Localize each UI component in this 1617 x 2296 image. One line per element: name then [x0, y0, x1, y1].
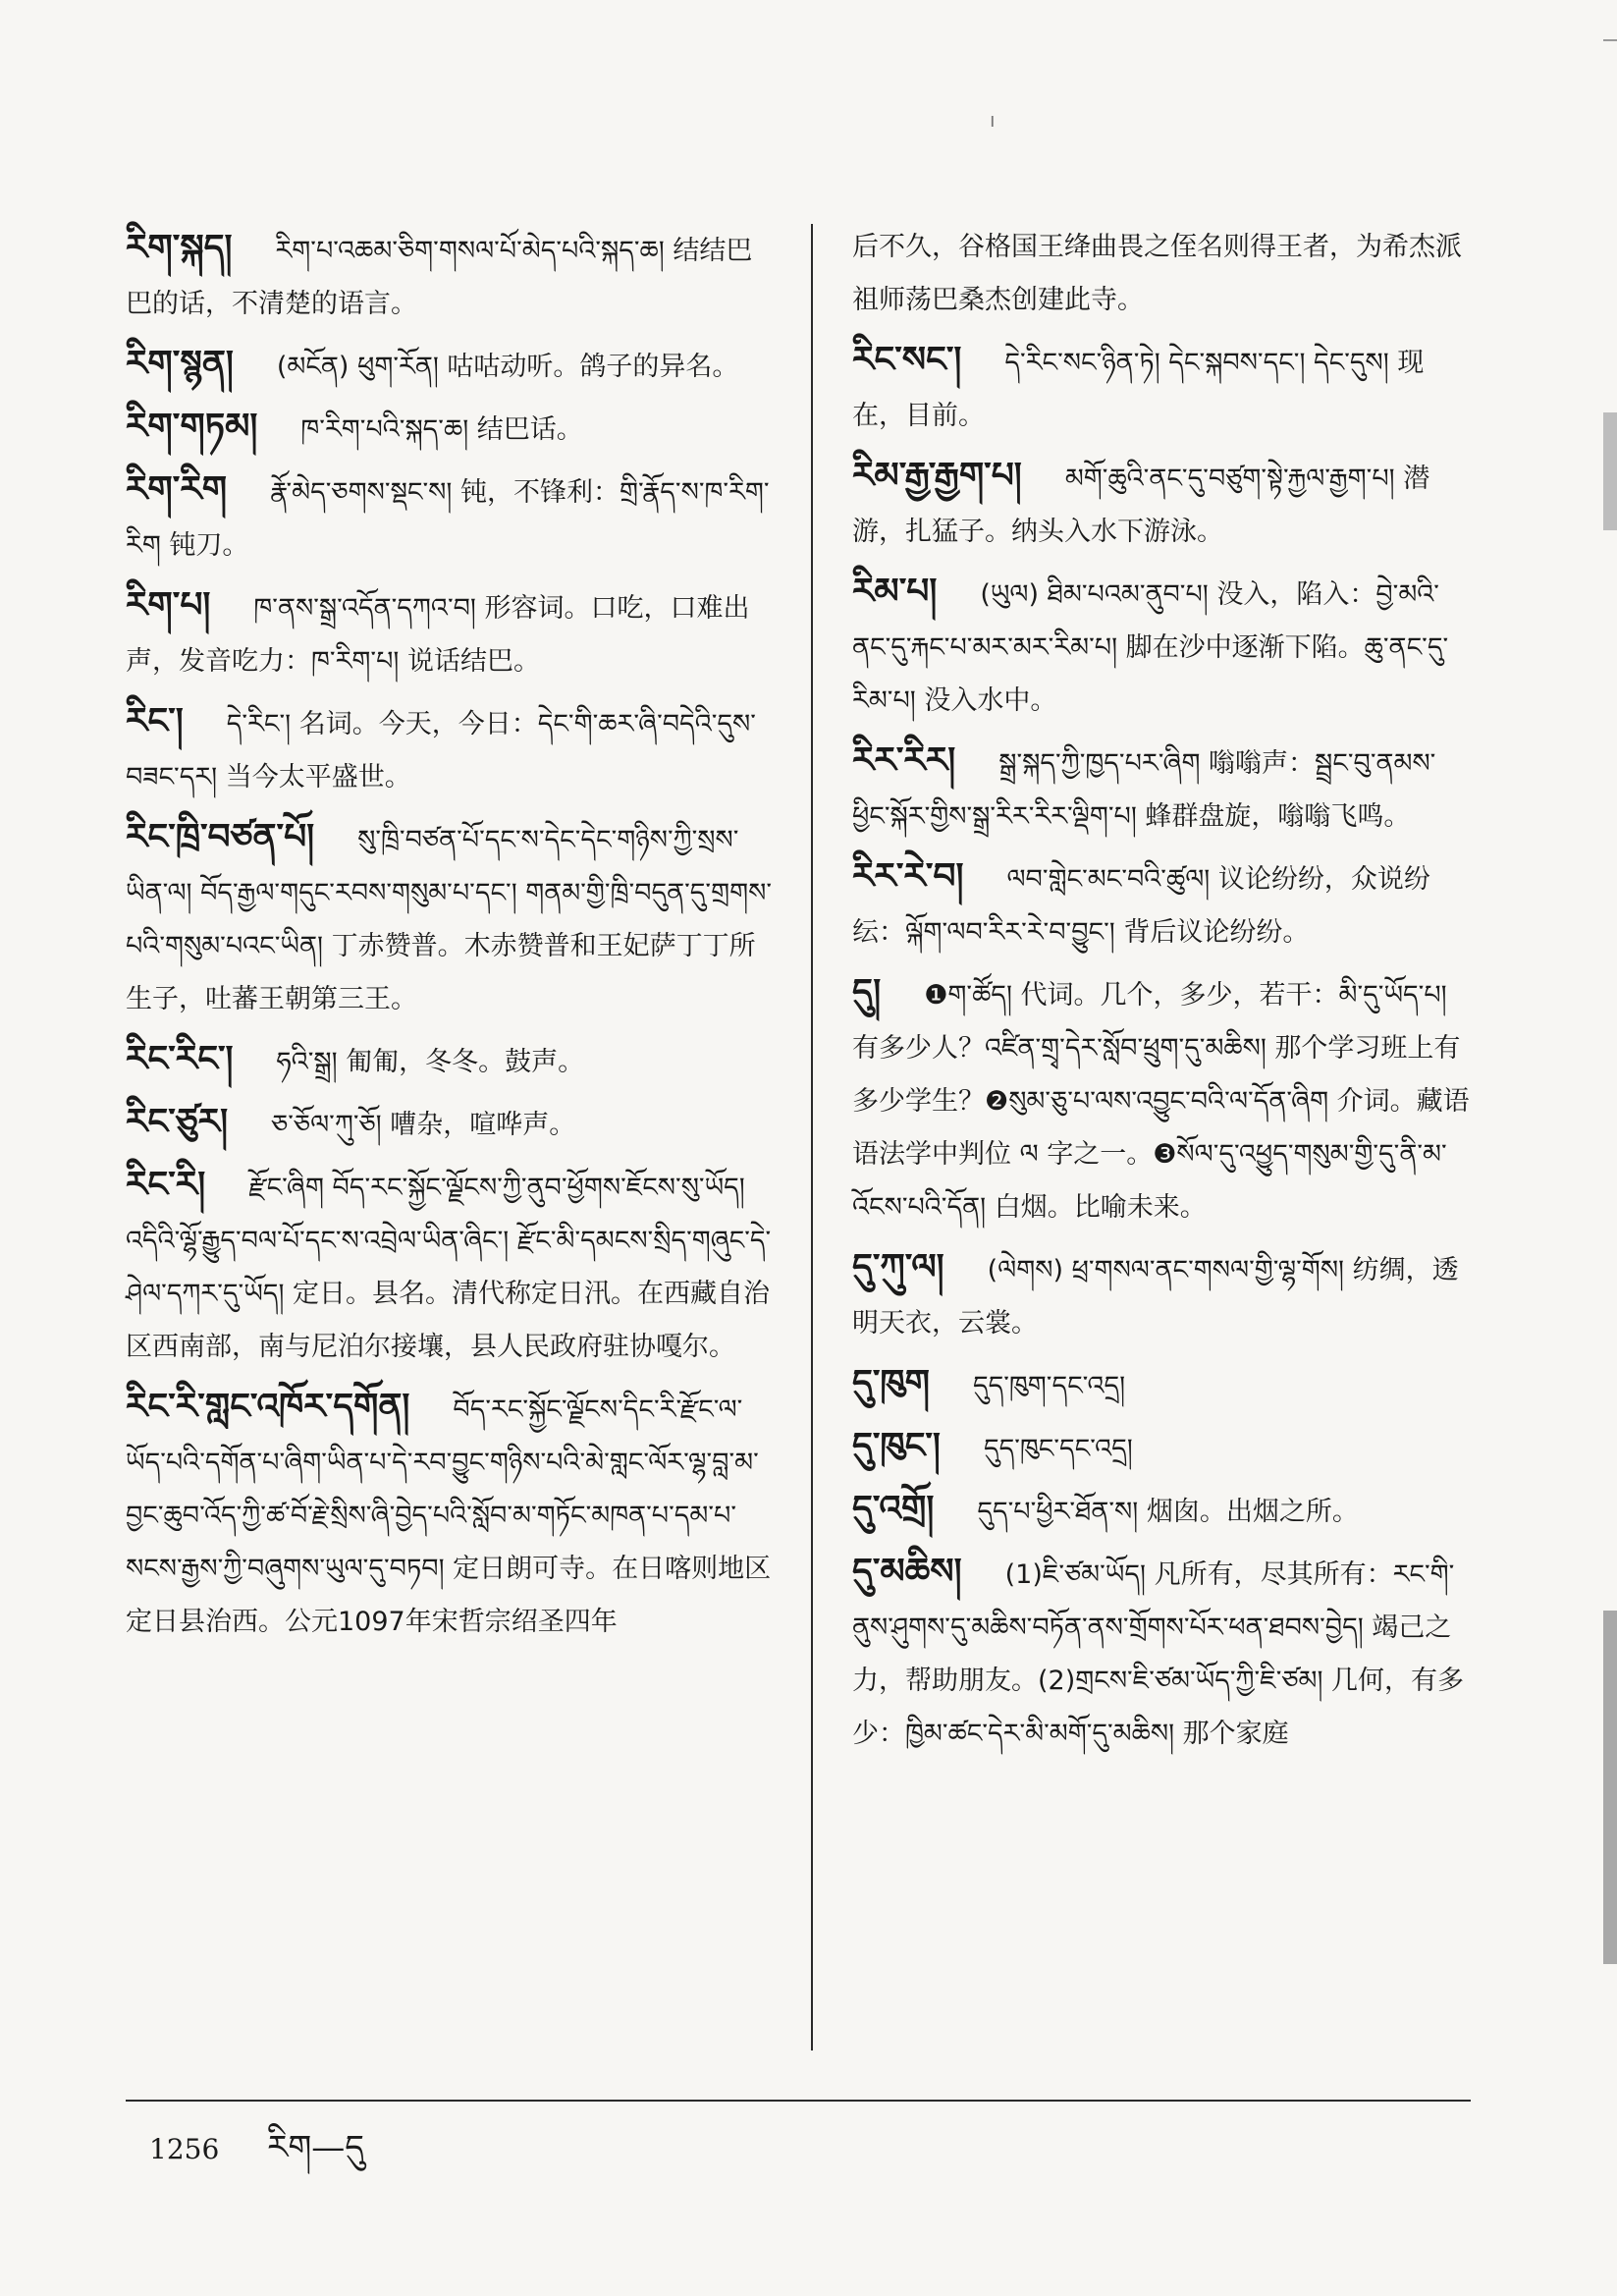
page-range: རིག—དུ	[267, 2128, 364, 2167]
dictionary-entry	[126, 1380, 774, 1649]
definition: དུད་ཁུག་དང་འདྲ།	[972, 1371, 1126, 1401]
definition: རྫོང་ཞིག བོད་རང་སྐྱོང་ལྗོངས་ཀྱི་ནུབ་ཕྱོགས་ཇོངས་སུ་ཡོད། འདིའི་ལྷོ་རྒྱུད་བལ་པོ་དང་ས་འབྲེལ་ཡིན་ཞིང་། རྫོང་མི་དམངས་སྲིད་གཞུང་དེ་ཤེལ་དཀར་དུ་ཡོད། 定日。县名。清代称定日汛。在西藏自治区西南部，南与尼泊尔接壤，县人民政府驻协嘎尔。	[126, 1173, 772, 1362]
column-divider	[811, 224, 813, 2050]
headword: རིར་རིར།	[852, 739, 956, 781]
headword: རིག་གཏམ།	[126, 406, 258, 447]
definition: དུད་ཁུང་དང་འདྲ།	[983, 1434, 1133, 1464]
dictionary-entry	[852, 1482, 1471, 1539]
headword: དུ་ཀུ་ལ།	[852, 1246, 944, 1287]
headword: རིག་པ།	[126, 584, 211, 626]
dictionary-entry	[852, 849, 1471, 959]
dictionary-entry	[852, 449, 1471, 559]
left-column	[126, 221, 774, 1655]
headword: རིག་སྐད།	[126, 227, 233, 268]
page-number: 1256	[149, 2133, 220, 2165]
page-footer	[149, 2109, 364, 2204]
dictionary-entry	[852, 1545, 1471, 1761]
headword: རིང་།	[126, 700, 184, 741]
dictionary-entry	[852, 1356, 1471, 1413]
dictionary-entry	[852, 1240, 1471, 1350]
definition: སྒྲ་སྐད་ཀྱི་ཁྱད་པར་ཞིག 嗡嗡声：སྦྲང་བུ་ནམས་ཕྱིང་སྐོར་གྱིས་སྒྲ་རིར་རིར་ལྡིག་པ། 蜂群盘旋，嗡嗡飞鸣。	[852, 748, 1436, 832]
headword: རིག་སྙན།	[126, 343, 234, 384]
dictionary-entry	[126, 337, 774, 394]
headword: རིང་རིང་།	[126, 1038, 234, 1079]
dictionary-entry	[126, 578, 774, 688]
definition: རིག་པ་འཆམ་ཅིག་གསལ་པོ་མེད་པའི་སྐད་ཆ། 结结巴巴的话，不清楚的语言。	[126, 236, 753, 319]
scan-edge-mark	[1603, 39, 1617, 41]
headword: རིམ་རྒྱ་རྒྱག་པ།	[852, 455, 1022, 496]
dictionary-entry-continued	[852, 221, 1471, 327]
dictionary-entry	[126, 463, 774, 573]
dictionary-entry	[852, 1419, 1471, 1476]
dictionary-entry	[852, 565, 1471, 728]
headword: དུ།	[852, 971, 882, 1012]
definition: (ལེགས) ཕྲ་གསལ་ནང་གསལ་གྱི་ལྷ་གོས། 纺绸，透明天衣，云裳。	[852, 1255, 1459, 1339]
dictionary-entry	[126, 694, 774, 804]
scan-mark: ı	[990, 108, 996, 132]
scan-edge-mark	[1603, 412, 1617, 530]
dictionary-entry	[126, 400, 774, 457]
headword: རིག་རིག	[126, 468, 228, 510]
definition: 后不久，谷格国王绛曲畏之侄名则得王者，为希杰派祖师荡巴桑杰创建此寺。	[852, 232, 1462, 315]
headword: རིང་ཙུར།	[126, 1101, 229, 1142]
scan-edge-mark	[1603, 1611, 1617, 1964]
definition: (ཡུལ) ཐིམ་པའམ་ནུབ་པ། 没入，陷入：བྱེ་མའི་ནང་དུ་རྐང་པ་མར་མར་རིམ་པ། 脚在沙中逐渐下陷。ཆུ་ནང་དུ་རིམ་པ། 没入水中。	[852, 579, 1449, 716]
headword: དུ་ཁུག	[852, 1362, 930, 1403]
headword: རིང་རི་གླང་འཁོར་དགོན།	[126, 1386, 410, 1427]
definition: དེ་རིང་སང་ཉིན་ཏེ། དེང་སྐབས་དང་། དེང་དུས། 现在，目前。	[852, 348, 1425, 431]
dictionary-entry	[852, 965, 1471, 1234]
dictionary-entry	[126, 1158, 774, 1374]
definition: ལབ་གླེང་མང་བའི་ཚུལ། 议论纷纷，众说纷纭：ལྐོག་ལབ་རིར་རེ་བ་བྱུང་། 背后议论纷纷。	[852, 864, 1430, 948]
definition: ཅ་ཅོལ་ཀུ་ཅོ། 嘈杂，喧哗声。	[271, 1110, 576, 1140]
definition: རྣོ་མེད་ཅགས་སྡང་ས། 钝，不锋利：གྲི་རྣོད་ས་ཁ་རིག་རིག 钝刀。	[126, 477, 770, 561]
definition: སུ་ཁྲི་བཙན་པོ་དང་ས་དེང་དེང་གཉིས་ཀྱི་སྲས་ཡིན་ལ། བོད་རྒྱལ་གདུང་རབས་གསུམ་པ་དང་། གནམ་གྱི་ཁྲི་བདུན་དུ་གྲགས་པའི་གསུམ་པའང་ཡིན། 丁赤赞普。木赤赞普和王妃萨丁丁所生子，吐蕃王朝第三王。	[126, 825, 773, 1014]
definition: ❶ག་ཚོད། 代词。几个，多少，若干：མི་དུ་ཡོད་པ། 有多少人？འཛིན་གྲྭ་དེར་སློབ་ཕྲུག་དུ་མཆིས། 那个学习班上有多少学生？❷སུམ་ཅུ་པ་ལས་འབྱུང་བའི་ལ་དོན་ཞིག 介词。藏语语法学中判位 ལ 字之一。❸སོལ་དུ་འཕྱུད་གསུམ་གྱི་དུ་ནི་མ་འོངས་པའི་དོན། 白烟。比喻未来。	[852, 980, 1470, 1223]
dictionary-entry	[852, 734, 1471, 844]
dictionary-entry	[126, 810, 774, 1026]
headword: རིང་ཁྲི་བཙན་པོ།	[126, 816, 315, 857]
definition: བོད་རང་སྐྱོང་ལྗོངས་དིང་རི་རྫོང་ལ་ཡོད་པའི་དགོན་པ་ཞིག་ཡིན་པ་དེ་རབ་བྱུང་གཉིས་པའི་མེ་གླང་ལོར་ལྷ་བླ་མ་བྱང་ཆུབ་འོད་ཀྱི་ཚ་བོ་རྗེ་སྲིས་ཞི་བྱེད་པའི་སློབ་མ་གཏོང་མཁན་པ་དམ་པ་སངས་རྒྱས་ཀྱི་བཞུགས་ཡུལ་དུ་བཏབ། 定日朗可寺。在日喀则地区定日县治西。公元1097年宋哲宗绍圣四年	[126, 1394, 772, 1637]
definition: ཧའི་སྒྲ། 匍匍，冬冬。鼓声。	[276, 1047, 585, 1077]
headword: དུ་མཆིས།	[852, 1551, 962, 1592]
headword: རིང་རི།	[126, 1164, 206, 1205]
definition: (མངོན) ཕུག་རོན། 咕咕动听。鸽子的异名。	[276, 352, 739, 382]
headword: དུ་འགྲོ།	[852, 1488, 935, 1529]
headword: རིར་རེ་བ།	[852, 855, 964, 897]
footer-rule	[126, 2100, 1471, 2102]
dictionary-entry	[126, 1095, 774, 1152]
right-column	[852, 221, 1471, 1767]
dictionary-entry	[126, 221, 774, 331]
definition: དེ་རིང་། 名词。今天，今日：དེང་གི་ཆར་ཞི་བདེའི་དུས་བཟང་དར། 当今太平盛世。	[126, 709, 756, 793]
definition: མགོ་ཆུའི་ནང་དུ་བཙུག་སྟེ་རྐྱལ་རྒྱག་པ། 潜游，扎猛子。纳头入水下游泳。	[852, 464, 1430, 547]
headword: རིང་སང་།	[852, 339, 962, 380]
headword: རིམ་པ།	[852, 571, 938, 612]
definition: ཁ་རིག་པའི་སྐད་ཆ། 结巴话。	[300, 414, 583, 445]
dictionary-entry	[126, 1032, 774, 1089]
definition: (1)ཇི་ཙམ་ཡོད། 凡所有，尽其所有：རང་གི་ནུས་ཤུགས་དུ་མཆིས་བཏོན་ནས་གྲོགས་པོར་ཕན་ཐབས་བྱེད། 竭己之力，帮助朋友。(2)གྲངས་ཇི་ཙམ་ཡོད་ཀྱི་ཇི་ཙམ། 几何，有多少：ཁྱིམ་ཚང་དེར་མི་མགོ་དུ་མཆིས། 那个家庭	[852, 1559, 1465, 1749]
definition: དུད་པ་ཕྱིར་ཐོན་ས། 烟囱。出烟之所。	[977, 1497, 1359, 1527]
headword: དུ་ཁུང་།	[852, 1425, 941, 1466]
definition: ཁ་ནས་སྒྲ་འདོན་དཀའ་བ། 形容词。口吃，口难出声，发音吃力：ཁ་རིག་པ། 说话结巴。	[126, 593, 750, 677]
dictionary-entry	[852, 333, 1471, 443]
